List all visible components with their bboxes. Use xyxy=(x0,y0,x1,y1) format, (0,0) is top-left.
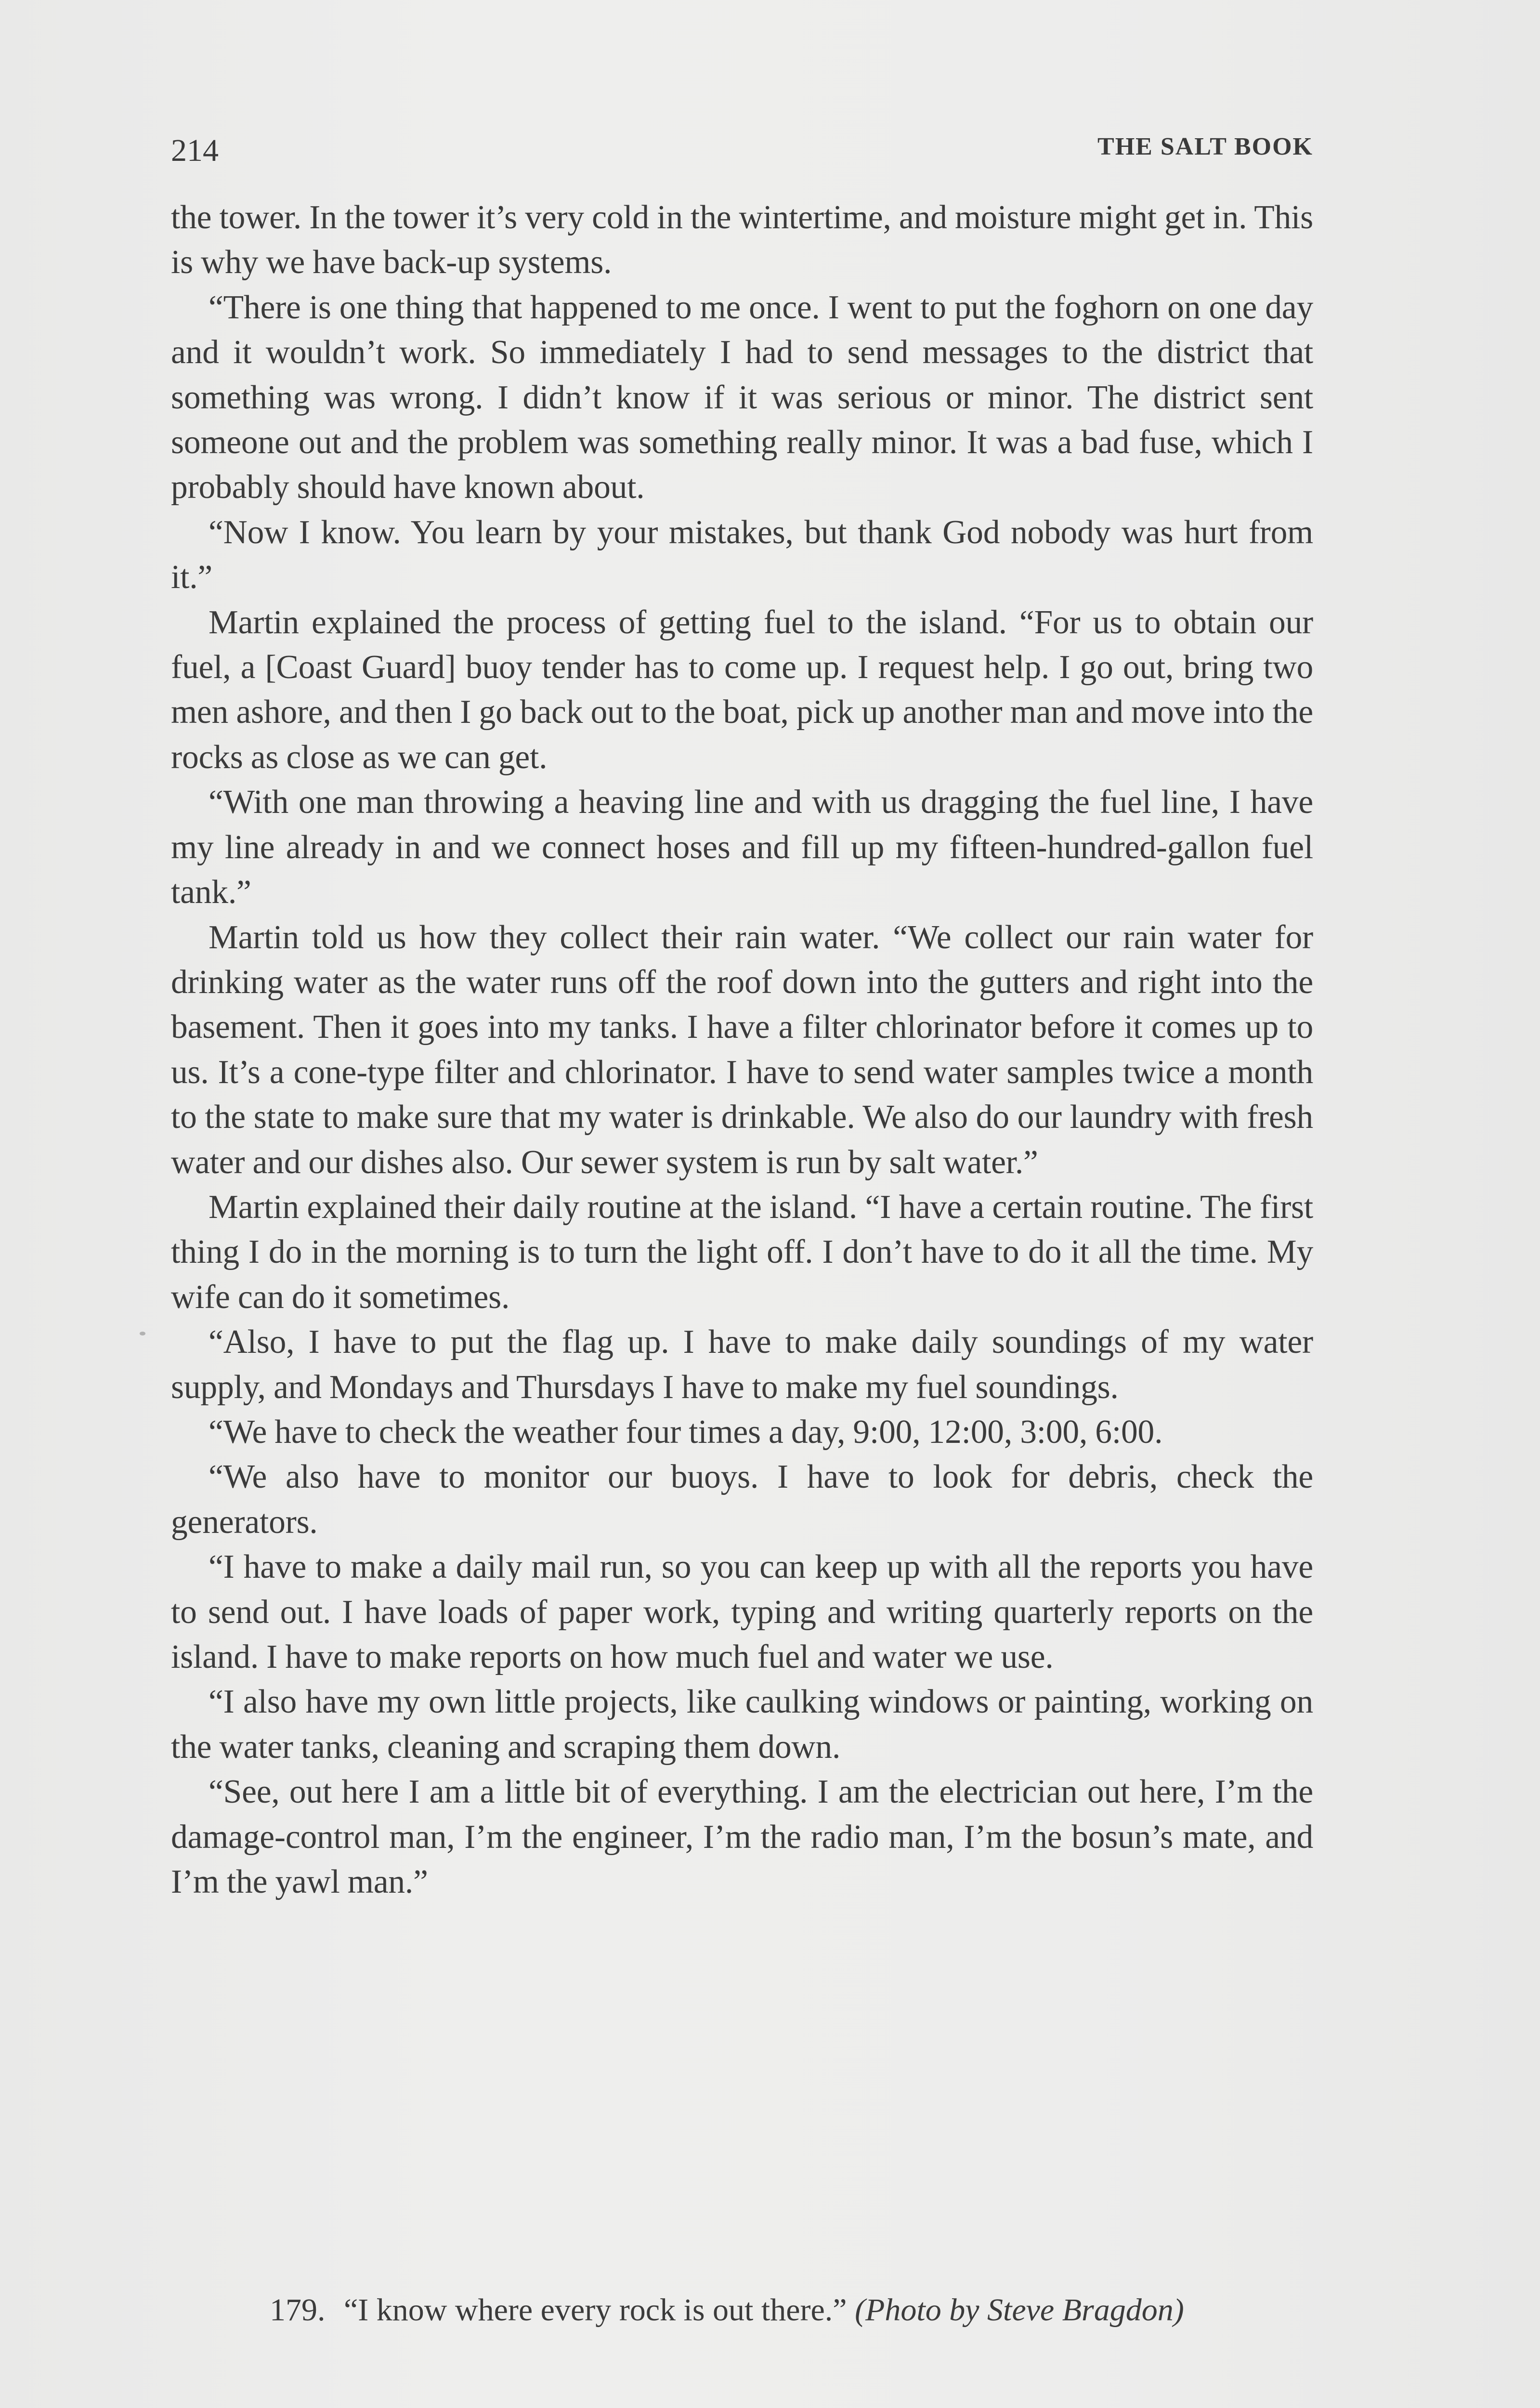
paragraph: Martin told us how they collect their rain water. “We collect our rain water for drinking water as the water runs off the roof down into the gutters and right into the basement. Then it goes into my tanks. I have a filter chlorinator before it comes up to us. It’s a cone-type filter and chlorinator. I have to send water samples twice a month to the state to make sure that my water is drinkable. We also do our laundry with fresh water and our dishes also. Our sewer system is run by salt water.” xyxy=(171,918,1313,1181)
caption-quote: “I know where every rock is out there.” xyxy=(344,2292,847,2328)
paragraph: “Now I know. You learn by your mistakes, but thank God nobody was hurt from it.” xyxy=(171,513,1313,596)
paragraph: “We also have to monitor our buoys. I have to look for debris, check the generators. xyxy=(171,1458,1313,1541)
photo-caption xyxy=(270,2289,1396,2332)
body-text xyxy=(171,195,1313,1904)
paragraph: “With one man throwing a heaving line and with us dragging the fuel line, I have my line already in and we connect hoses and fill up my fifteen-hundred-gallon fuel tank.” xyxy=(171,784,1313,911)
paragraph: Martin explained their daily routine at the island. “I have a certain routine. The first thing I do in the morning is to turn the light off. I don’t have to do it all the time. My wife can do it sometimes. xyxy=(171,1188,1313,1316)
caption-number: 179. xyxy=(270,2292,326,2328)
scan-speck xyxy=(140,1332,145,1335)
paragraph: Martin explained the process of getting fuel to the island. “For us to obtain our fuel, a [Coast Guard] buoy tender has to come up. I request help. I go out, bring two men ashore, and then I go back out to the boat, pick up another man and move into the rocks as close as we can get. xyxy=(171,603,1313,776)
page-number: 214 xyxy=(171,133,219,168)
paragraph: “We have to check the weather four times a day, 9:00, 12:00, 3:00, 6:00. xyxy=(209,1413,1163,1451)
paragraph: “There is one thing that happened to me once. I went to put the foghorn on one day and it wouldn’t work. So immediately I had to send messages to the district that something was wrong. I didn’t know if it was serious or minor. The district sent someone out and the problem was something really minor. It was a bad fuse, which I probably should have known about. xyxy=(171,288,1313,506)
paragraph: “I also have my own little projects, like caulking windows or painting, working on the water tanks, cleaning and scraping them down. xyxy=(171,1683,1313,1766)
paragraph: “See, out here I am a little bit of everything. I am the electrician out here, I’m the damage-control man, I’m the engineer, I’m the radio man, I’m the bosun’s mate, and I’m the yawl man.” xyxy=(171,1773,1313,1901)
book-title: THE SALT BOOK xyxy=(1097,133,1313,160)
paragraph: the tower. In the tower it’s very cold in the wintertime, and moisture might get in. This is why we have back-up systems. xyxy=(171,199,1313,281)
caption-credit: (Photo by Steve Bragdon) xyxy=(855,2292,1184,2328)
running-header xyxy=(171,129,1313,172)
paragraph: “I have to make a daily mail run, so you can keep up with all the reports you have to send out. I have loads of paper work, typing and writing quarterly reports on the island. I have to make reports on how much fuel and water we use. xyxy=(171,1548,1313,1675)
paragraph: “Also, I have to put the flag up. I have to make daily soundings of my water supply, and Mondays and Thursdays I have to make my fuel soundings. xyxy=(171,1323,1313,1406)
